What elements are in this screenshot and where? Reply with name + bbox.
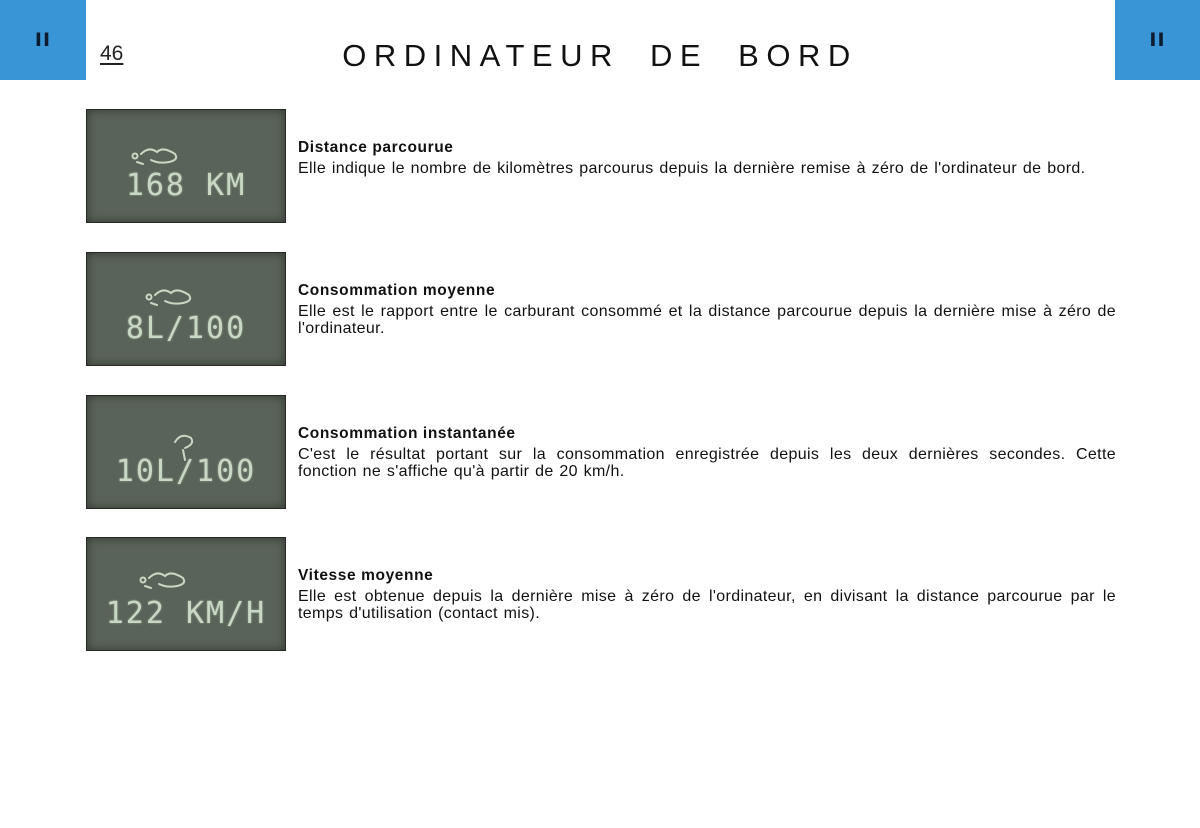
section-consommation-moyenne <box>86 252 1116 367</box>
text-block <box>298 567 1116 622</box>
chapter-tab-left-label: II <box>34 29 52 51</box>
lcd-display-average-consumption <box>86 252 286 366</box>
section-body: C'est le résultat portant sur la consommation enregistrée depuis les deux dernières secondes. Cette fonction ne s'affiche qu'à partir de 20 km/h. <box>298 446 1116 480</box>
section-heading: Consommation instantanée <box>298 425 516 442</box>
lcd-reading: 168 KM <box>125 168 247 203</box>
lcd-display-instant-consumption <box>86 395 286 509</box>
lcd-display-average-speed <box>86 537 286 651</box>
section-body: Elle est obtenue depuis la dernière mise à zéro de l'ordinateur, en divisant la distance parcourue par le temps d'utilisation (contact mis). <box>298 588 1116 622</box>
fuel-pump-icon <box>87 253 285 365</box>
section-distance-parcourue <box>86 109 1116 224</box>
section-heading: Vitesse moyenne <box>298 567 434 584</box>
section-body: Elle indique le nombre de kilomètres parcourus depuis la dernière remise à zéro de l'ordinateur de bord. <box>298 160 1086 177</box>
lcd-reading: 122 KM/H <box>105 596 267 631</box>
section-heading: Consommation moyenne <box>298 282 496 299</box>
page-title: ORDINATEUR DE BORD <box>342 38 858 73</box>
chapter-tab-right-label: II <box>1149 29 1166 51</box>
fuel-pump-icon <box>87 110 285 222</box>
page-number: 46 <box>100 42 124 65</box>
text-block <box>298 139 1116 177</box>
chapter-tab-right <box>1115 0 1200 80</box>
section-vitesse-moyenne <box>86 537 1116 652</box>
lcd-reading: 8L/100 <box>125 311 247 346</box>
section-heading: Distance parcourue <box>298 139 454 156</box>
lcd-reading: 10L/100 <box>115 454 257 489</box>
text-block <box>298 282 1116 337</box>
fuel-pump-icon <box>87 396 285 508</box>
fuel-pump-icon <box>87 538 285 650</box>
section-consommation-instantanee <box>86 395 1116 510</box>
chapter-tab-left <box>0 0 86 80</box>
text-block <box>298 425 1116 480</box>
section-body: Elle est le rapport entre le carburant consommé et la distance parcourue depuis la dernière mise à zéro de l'ordinateur. <box>298 303 1116 337</box>
lcd-display-distance <box>86 109 286 223</box>
